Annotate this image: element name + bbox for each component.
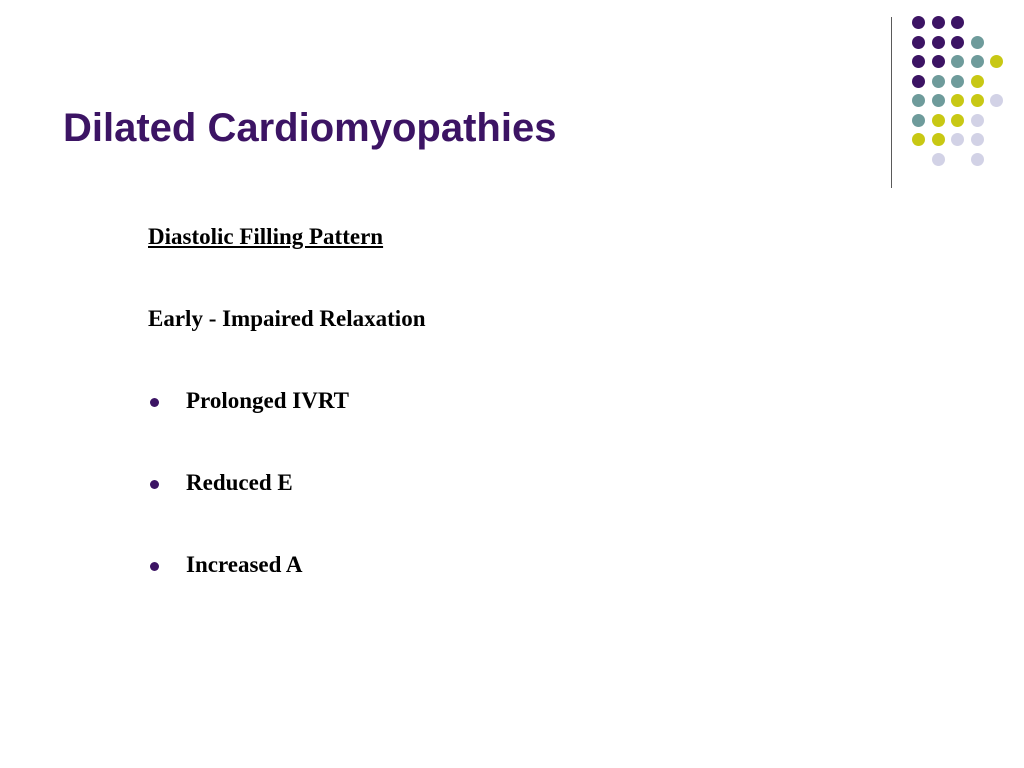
decorative-dot [971, 114, 984, 127]
decorative-dot [912, 114, 925, 127]
slide-title: Dilated Cardiomyopathies [63, 106, 557, 150]
bullet-text: Increased A [186, 552, 303, 577]
bullet-dot-icon [150, 562, 159, 571]
decorative-dot [971, 133, 984, 146]
decorative-dot [971, 153, 984, 166]
bullet-text: Reduced E [186, 470, 293, 495]
decorative-dot [932, 75, 945, 88]
decorative-dot [971, 94, 984, 107]
decorative-dot [932, 114, 945, 127]
decorative-dot [912, 55, 925, 68]
decorative-dot [951, 94, 964, 107]
decorative-dot [932, 16, 945, 29]
decorative-dot [932, 36, 945, 49]
bullet-dot-icon [150, 398, 159, 407]
decorative-dot [951, 36, 964, 49]
subheading: Early - Impaired Relaxation [148, 306, 426, 331]
decorative-dot [951, 55, 964, 68]
decorative-dot [912, 16, 925, 29]
decorative-dot [990, 55, 1003, 68]
decorative-dot [951, 114, 964, 127]
decorative-dot [990, 94, 1003, 107]
decorative-dot [932, 55, 945, 68]
decorative-dot [971, 55, 984, 68]
decorative-dot [932, 133, 945, 146]
decorative-dot [951, 75, 964, 88]
decorative-dot [971, 75, 984, 88]
decorative-dot [971, 36, 984, 49]
decorative-dot [912, 36, 925, 49]
decorative-dot [912, 94, 925, 107]
section-heading: Diastolic Filling Pattern [148, 224, 384, 249]
decorative-dot [912, 133, 925, 146]
bullet-dot-icon [150, 480, 159, 489]
decorative-dot [932, 94, 945, 107]
bullet-text: Prolonged IVRT [186, 388, 349, 413]
decorative-dot [932, 153, 945, 166]
decorative-dot [951, 16, 964, 29]
dot-grid-decoration [0, 0, 1024, 200]
decorative-dot [912, 75, 925, 88]
decorative-dot [951, 133, 964, 146]
